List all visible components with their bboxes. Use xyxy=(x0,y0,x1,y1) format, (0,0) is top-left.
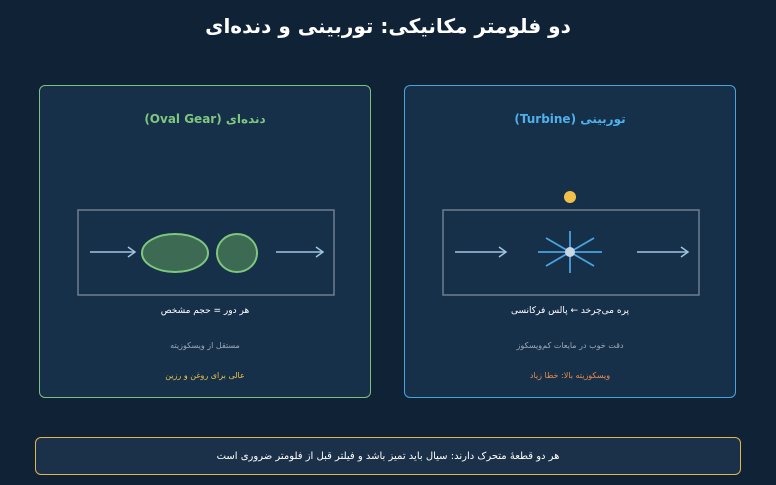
filter-note-text: هر دو قطعهٔ متحرک دارند: سیال باید تمیز باشد و فیلتر قبل از فلومتر ضروری است xyxy=(216,450,560,462)
filter-note xyxy=(35,437,741,475)
turbine-line-1: پره می‌چرخد ← پالس فرکانسی xyxy=(510,306,630,316)
inlet-arrow xyxy=(90,247,135,257)
oval-gear-line-3: عالی برای روغن و رزین xyxy=(165,371,245,380)
oval-gear-panel xyxy=(39,85,371,398)
outlet-arrow xyxy=(637,247,688,257)
oval-gear-line-2: مستقل از ویسکوزیته xyxy=(170,341,240,350)
turbine-title: توربینی (Turbine) xyxy=(514,112,626,126)
oval-gear-2 xyxy=(217,234,257,272)
oval-gear-diagram xyxy=(40,86,372,399)
pulse-sensor xyxy=(564,191,576,203)
outlet-arrow xyxy=(276,247,323,257)
inlet-arrow xyxy=(455,247,506,257)
turbine-diagram xyxy=(405,86,737,399)
turbine-line-2: دقت خوب در مایعات کم‌ویسکوز xyxy=(516,341,624,350)
turbine-line-3: ویسکوزیته بالا: خطا زیاد xyxy=(529,371,611,380)
oval-gear-1 xyxy=(142,234,208,272)
page-title: دو فلومتر مکانیکی: توربینی و دنده‌ای xyxy=(205,14,571,38)
oval-gear-line-1: هر دور = حجم مشخص xyxy=(160,306,250,316)
oval-gear-title: دنده‌ای (Oval Gear) xyxy=(144,112,266,126)
turbine-panel xyxy=(404,85,736,398)
turbine-hub xyxy=(565,247,575,257)
